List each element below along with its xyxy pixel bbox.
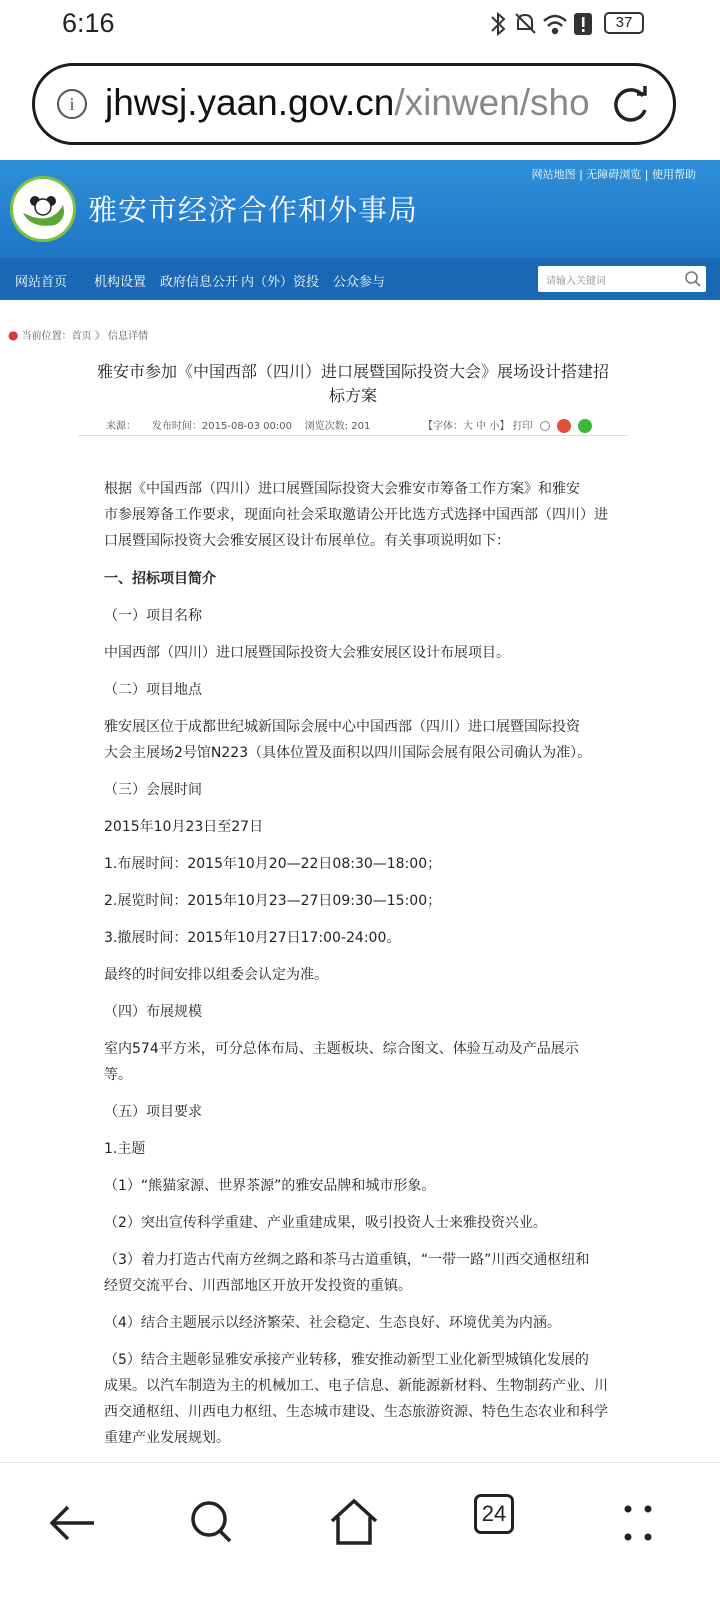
site-header [0,160,720,258]
browser-bottom-bar [0,1462,720,1600]
url-text[interactable] [105,82,615,124]
nav-item-organization[interactable]: 机构设置 [94,275,147,290]
paragraph-line: 根据《中国西部（四川）进口展暨国际投资大会雅安市筹备工作方案》和雅安 [104,481,580,497]
paragraph-line: 口展暨国际投资大会雅安展区设计布展单位。有关事项说明如下： [104,533,510,549]
article-meta-tools [423,417,592,433]
article-title-line: 标方案 [328,386,377,405]
article-title-line: 雅安市参加《中国西部（四川）进口展暨国际投资大会》展场设计搭建招 [96,362,609,381]
search-icon[interactable] [184,1495,240,1551]
paragraph-line: （3）着力打造古代南方丝绸之路和茶马古道重镇，“一带一路”川西交通枢纽和 [104,1252,590,1268]
paragraph-line: （4）结合主题展示以经济繁荣、社会稳定、生态良好、环境优美为内涵。 [104,1315,561,1331]
subsection-heading: （五）项目要求 [104,1104,202,1120]
paragraph-line: 2.展览时间：2015年10月23—27日09:30—15:00； [104,893,442,909]
section-heading: 一、招标项目简介 [104,571,216,587]
reload-icon[interactable] [609,84,651,126]
status-time: 6:16 [62,8,115,38]
search-placeholder: 请输入关键词 [546,276,606,287]
tabs-button[interactable]: 24 [474,1494,514,1534]
url-path: /xinwen/sho [394,82,590,123]
paragraph-line: 最终的时间安排以组委会认定为准。 [104,967,328,983]
back-arrow-icon[interactable] [44,1495,100,1551]
location-pin-icon: ● [8,328,19,342]
paragraph-line: 2015年10月23日至27日 [104,819,264,835]
battery-indicator: 37 [604,12,644,34]
mute-icon [516,14,535,33]
font-size-and-print[interactable]: 【字体：大 中 小】 打印 [423,421,533,432]
subsection-heading: （一）项目名称 [104,608,202,624]
paragraph-line: 雅安展区位于成都世纪城新国际会展中心中国西部（四川）进口展暨国际投资 [104,719,580,735]
search-icon[interactable] [684,270,702,288]
paragraph-line: 重建产业发展规划。 [104,1430,230,1446]
nav-item-public[interactable]: 公众参与 [333,275,386,290]
paragraph-line: 等。 [104,1067,132,1083]
wifi-icon [544,16,566,33]
subsection-heading: （二）项目地点 [104,682,202,698]
article-title [68,360,638,408]
status-bar [0,0,720,50]
site-logo [10,176,76,242]
paragraph-line: （1）“熊猫家源、世界茶源”的雅安品牌和城市形象。 [104,1178,436,1194]
article-meta-info: 来源： 发布时间：2015-08-03 00:00 浏览次数: 201 [106,421,371,432]
article-meta [78,416,628,436]
paragraph-line: 大会主展场2号馆N223（具体位置及面积以四川国际会展有限公司确认为准）。 [104,745,592,761]
paragraph-line: 市参展筹备工作要求，现面向社会采取邀请公开比选方式选择中国西部（四川）进 [104,507,608,523]
breadcrumb-text[interactable]: 当前位置：首页 》 信息详情 [21,331,149,342]
subsection-heading: （四）布展规模 [104,1004,202,1020]
site-title: 雅安市经济合作和外事局 [88,193,419,227]
paragraph-line: 中国西部（四川）进口展暨国际投资大会雅安展区设计布展项目。 [104,645,510,661]
site-search-input[interactable] [538,266,706,292]
url-host: jhwsj.yaan.gov.cn [105,82,395,123]
info-icon[interactable]: i [57,89,87,119]
nav-item-investment[interactable]: 内（外）资投 [241,275,320,290]
site-nav [0,258,720,300]
nav-item-gov-info[interactable]: 政府信息公开 [160,275,239,290]
menu-dots-icon[interactable] [610,1495,666,1551]
paragraph-line: 成果。以汽车制造为主的机械加工、电子信息、新能源新材料、生物制药产业、川 [104,1378,608,1394]
paragraph-line: 1.主题 [104,1141,146,1157]
nav-item-home[interactable]: 网站首页 [15,275,68,290]
weibo-icon[interactable] [557,419,571,433]
address-bar[interactable] [32,63,676,145]
subsection-heading: （三）会展时间 [104,782,202,798]
alert-icon [574,13,592,35]
paragraph-line: 经贸交流平台、川西部地区开放开发投资的重镇。 [104,1278,412,1294]
wechat-icon[interactable] [578,419,592,433]
home-icon[interactable] [326,1495,382,1551]
share-icon[interactable] [540,421,550,431]
paragraph-line: 1.布展时间：2015年10月20—22日08:30—18:00； [104,856,442,872]
bluetooth-icon [492,14,504,34]
paragraph-line: （5）结合主题彰显雅安承接产业转移，雅安推动新型工业化新型城镇化发展的 [104,1352,589,1368]
top-links[interactable]: 网站地图 | 无障碍浏览 | 使用帮助 [531,168,696,181]
paragraph-line: （2）突出宣传科学重建、产业重建成果，吸引投资人士来雅投资兴业。 [104,1215,547,1231]
paragraph-line: 室内574平方米，可分总体布局、主题板块、综合图文、体验互动及产品展示 [104,1041,579,1057]
paragraph-line: 西交通枢纽、川西电力枢纽、生态城市建设、生态旅游资源、特色生态农业和科学 [104,1404,608,1420]
breadcrumb [8,327,148,342]
paragraph-line: 3.撤展时间：2015年10月27日17:00-24:00。 [104,930,401,946]
